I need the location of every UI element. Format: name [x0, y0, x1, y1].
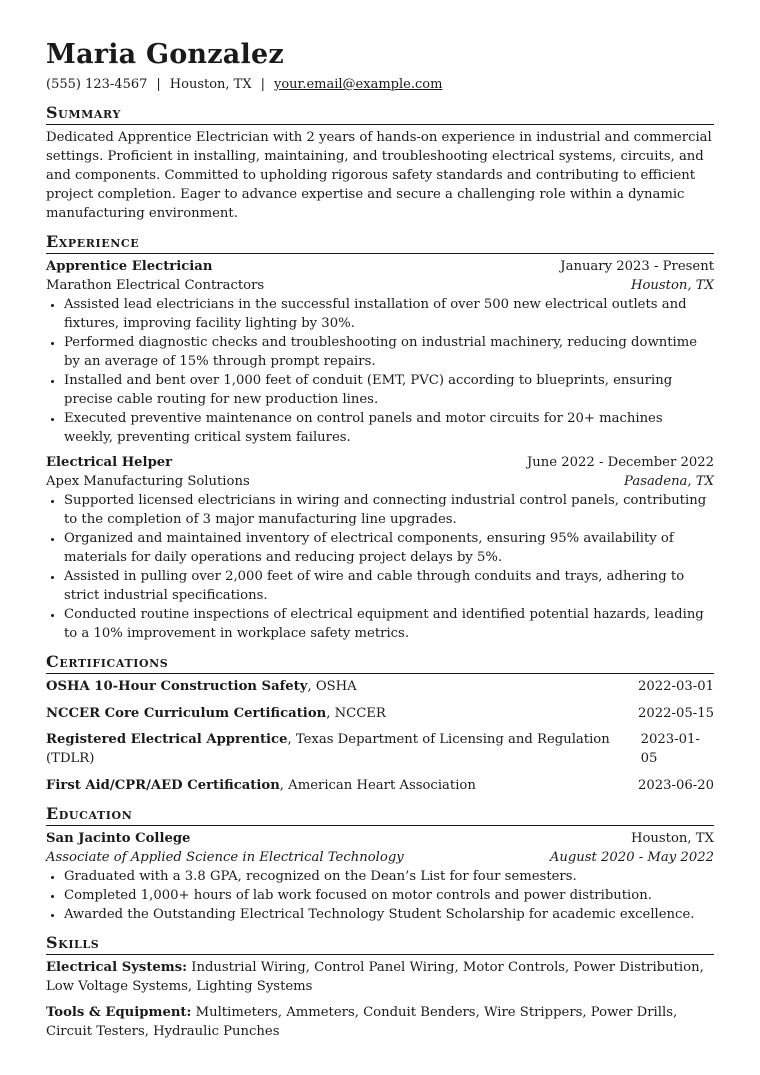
education-section	[46, 829, 714, 924]
list-item: • Graduated with a 3.8 GPA, recognized on the Dean’s List for four semesters.	[64, 867, 714, 886]
edu-bullets	[46, 867, 714, 924]
list-item: • Performed diagnostic checks and troubleshooting on industrial machinery, reducing downtime by an average of 15% through prompt repairs.	[64, 333, 714, 371]
cert-name: First Aid/CPR/AED Certification	[46, 777, 280, 793]
job-dates: January 2023 - Present	[560, 259, 714, 274]
contact-line	[46, 76, 714, 94]
job-header	[46, 453, 714, 472]
job-subheader	[46, 472, 714, 491]
skill-text: Industrial Wiring, Control Panel Wiring, Motor Controls, Power Distribution, Low Voltage Systems, Lighting Systems	[46, 959, 704, 994]
list-item: • Completed 1,000+ hours of lab work focused on motor controls and power distribution.	[64, 886, 714, 905]
cert-date: 2023-01-05	[640, 732, 700, 766]
edu-dates: August 2020 - May 2022	[549, 849, 714, 865]
skills-section	[46, 958, 714, 1041]
list-item: • Assisted lead electricians in the successful installation of over 500 new electrical outlets and fixtures, improving facility lighting by 30%.	[64, 295, 714, 333]
list-item: • Conducted routine inspections of electrical equipment and identified potential hazards, leading to a 10% improvement in workplace safety metrics.	[64, 605, 714, 643]
skill-group	[46, 958, 714, 996]
cert-issuer: , NCCER	[326, 705, 386, 721]
section-title-certifications: Certifications	[46, 652, 714, 674]
cert-row	[46, 776, 714, 795]
list-item: • Organized and maintained inventory of electrical components, ensuring 95% availability of materials for daily operations and reducing project delays by 5%.	[64, 529, 714, 567]
list-item: • Supported licensed electricians in wiring and connecting industrial control panels, contributing to the completion of 3 major manufacturing line upgrades.	[64, 491, 714, 529]
section-title-skills: Skills	[46, 933, 714, 955]
edu-subheader	[46, 848, 714, 867]
section-title-experience: Experience	[46, 232, 714, 254]
cert-name: NCCER Core Curriculum Certification	[46, 705, 327, 721]
separator: |	[260, 77, 265, 92]
cert-name: OSHA 10-Hour Construction Safety	[46, 679, 308, 694]
job-dates: June 2022 - December 2022	[526, 455, 714, 470]
degree: Associate of Applied Science in Electrical Technology	[46, 849, 404, 865]
cert-row	[46, 704, 714, 723]
cert-issuer: , Texas Department of Licensing and Regulation (TDLR)	[46, 732, 610, 766]
job-location: Houston, TX	[630, 278, 714, 293]
job-role: Apprentice Electrician	[46, 259, 213, 274]
school-location: Houston, TX	[630, 830, 714, 846]
job-company: Marathon Electrical Contractors	[46, 278, 265, 293]
section-title-summary: Summary	[46, 103, 714, 125]
job-bullets	[46, 295, 714, 447]
skill-label: Tools & Equipment:	[46, 1004, 192, 1020]
cert-date: 2023-06-20	[637, 777, 714, 793]
cert-date: 2022-03-01	[637, 679, 714, 694]
cert-issuer: , OSHA	[307, 679, 357, 694]
job-role: Electrical Helper	[46, 455, 173, 470]
job-location: Pasadena, TX	[624, 474, 714, 489]
cert-date: 2022-05-15	[637, 705, 714, 721]
job-header	[46, 257, 714, 276]
summary-section	[46, 128, 714, 223]
candidate-name: Maria Gonzalez	[46, 39, 284, 70]
list-item: • Awarded the Outstanding Electrical Technology Student Scholarship for academic excellence.	[64, 905, 714, 924]
summary-text: Dedicated Apprentice Electrician with 2 years of hands-on experience in industrial and commercial settings. Proficient in installing, maintaining, and troubleshooting electrical systems, circuits, and and components. Committed to upholding rigorous safety standards and contributing to efficient project completion. Eager to advance expertise and secure a challenging role within a dynamic manufacturing environment.	[46, 130, 712, 221]
job-subheader	[46, 276, 714, 295]
list-item: • Installed and bent over 1,000 feet of conduit (EMT, PVC) according to blueprints, ensuring precise cable routing for new production lines.	[64, 371, 714, 409]
job-bullets	[46, 491, 714, 643]
certifications-section	[46, 677, 714, 795]
separator: |	[156, 77, 161, 92]
job-entry	[46, 257, 714, 447]
cert-row	[46, 730, 714, 768]
list-item: • Executed preventive maintenance on control panels and motor circuits for 20+ machines weekly, preventing critical system failures.	[64, 409, 714, 447]
skill-text: Multimeters, Ammeters, Conduit Benders, Wire Strippers, Power Drills, Circuit Testers, Hydraulic Punches	[46, 1004, 678, 1039]
cert-name: Registered Electrical Apprentice	[46, 732, 288, 747]
cert-issuer: , American Heart Association	[279, 777, 476, 793]
cert-row	[46, 677, 714, 696]
experience-section	[46, 257, 714, 643]
school-name: San Jacinto College	[46, 830, 191, 846]
phone: (555) 123-4567	[46, 77, 148, 92]
skill-label: Electrical Systems:	[46, 959, 188, 975]
skill-group	[46, 1003, 714, 1041]
list-item: • Assisted in pulling over 2,000 feet of wire and cable through conduits and trays, adhering to strict industrial specifications.	[64, 567, 714, 605]
job-entry	[46, 453, 714, 643]
edu-header	[46, 829, 714, 848]
section-title-education: Education	[46, 804, 714, 826]
location: Houston, TX	[169, 77, 252, 92]
job-company: Apex Manufacturing Solutions	[46, 474, 250, 489]
email-link[interactable]: your.email@example.com	[274, 77, 443, 92]
